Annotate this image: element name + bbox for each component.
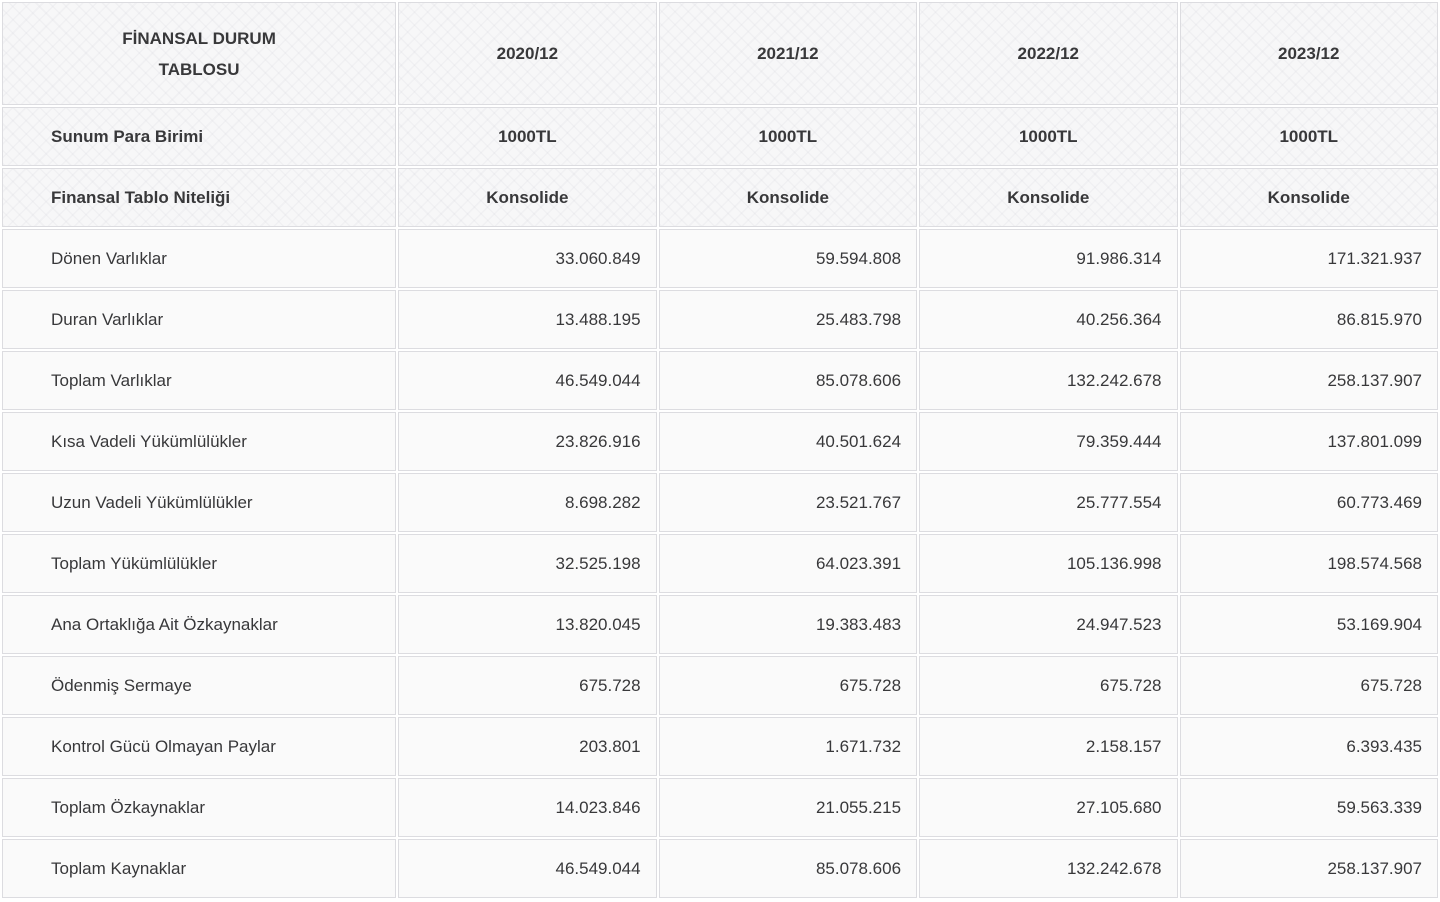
value-cell: 53.169.904 [1180, 595, 1439, 654]
row-label: Ana Ortaklığa Ait Özkaynaklar [2, 595, 396, 654]
value-cell: 258.137.907 [1180, 351, 1439, 410]
value-cell: 59.594.808 [659, 229, 917, 288]
value-cell: 79.359.444 [919, 412, 1177, 471]
currency-value: 1000TL [919, 107, 1177, 166]
value-cell: 33.060.849 [398, 229, 656, 288]
row-label: Toplam Özkaynaklar [2, 778, 396, 837]
value-cell: 23.826.916 [398, 412, 656, 471]
value-cell: 1.671.732 [659, 717, 917, 776]
currency-value: 1000TL [659, 107, 917, 166]
value-cell: 171.321.937 [1180, 229, 1439, 288]
table-title-cell [2, 2, 396, 105]
period-header-2021: 2021/12 [659, 2, 917, 105]
value-cell: 675.728 [1180, 656, 1439, 715]
value-cell: 86.815.970 [1180, 290, 1439, 349]
table-row [2, 717, 1438, 776]
value-cell: 137.801.099 [1180, 412, 1439, 471]
value-cell: 64.023.391 [659, 534, 917, 593]
value-cell: 32.525.198 [398, 534, 656, 593]
table-row [2, 290, 1438, 349]
value-cell: 2.158.157 [919, 717, 1177, 776]
table-row [2, 778, 1438, 837]
value-cell: 132.242.678 [919, 839, 1177, 898]
table-row [2, 534, 1438, 593]
value-cell: 60.773.469 [1180, 473, 1439, 532]
row-label: Toplam Yükümlülükler [2, 534, 396, 593]
value-cell: 40.501.624 [659, 412, 917, 471]
value-cell: 21.055.215 [659, 778, 917, 837]
statement-nature-label: Finansal Tablo Niteliği [2, 168, 396, 227]
value-cell: 6.393.435 [1180, 717, 1439, 776]
value-cell: 198.574.568 [1180, 534, 1439, 593]
value-cell: 25.483.798 [659, 290, 917, 349]
table-row [2, 595, 1438, 654]
statement-nature-value: Konsolide [919, 168, 1177, 227]
value-cell: 105.136.998 [919, 534, 1177, 593]
value-cell: 46.549.044 [398, 351, 656, 410]
value-cell: 203.801 [398, 717, 656, 776]
row-label: Kontrol Gücü Olmayan Paylar [2, 717, 396, 776]
value-cell: 19.383.483 [659, 595, 917, 654]
table-title-line1: FİNANSAL DURUM [122, 28, 276, 48]
row-label: Kısa Vadeli Yükümlülükler [2, 412, 396, 471]
period-header-2020: 2020/12 [398, 2, 656, 105]
value-cell: 13.820.045 [398, 595, 656, 654]
table-row [2, 656, 1438, 715]
value-cell: 675.728 [398, 656, 656, 715]
row-label: Dönen Varlıklar [2, 229, 396, 288]
value-cell: 132.242.678 [919, 351, 1177, 410]
value-cell: 8.698.282 [398, 473, 656, 532]
value-cell: 675.728 [919, 656, 1177, 715]
value-cell: 85.078.606 [659, 351, 917, 410]
value-cell: 675.728 [659, 656, 917, 715]
table-row [2, 412, 1438, 471]
statement-nature-value: Konsolide [659, 168, 917, 227]
table-row [2, 839, 1438, 898]
row-label: Toplam Varlıklar [2, 351, 396, 410]
value-cell: 13.488.195 [398, 290, 656, 349]
table-title-line2: TABLOSU [158, 59, 240, 79]
row-label: Duran Varlıklar [2, 290, 396, 349]
statement-nature-value: Konsolide [1180, 168, 1439, 227]
currency-row [2, 107, 1438, 166]
value-cell: 27.105.680 [919, 778, 1177, 837]
statement-nature-value: Konsolide [398, 168, 656, 227]
row-label: Toplam Kaynaklar [2, 839, 396, 898]
value-cell: 258.137.907 [1180, 839, 1439, 898]
value-cell: 46.549.044 [398, 839, 656, 898]
value-cell: 25.777.554 [919, 473, 1177, 532]
value-cell: 24.947.523 [919, 595, 1177, 654]
value-cell: 23.521.767 [659, 473, 917, 532]
table-header-row [2, 2, 1438, 105]
currency-value: 1000TL [1180, 107, 1439, 166]
value-cell: 14.023.846 [398, 778, 656, 837]
value-cell: 40.256.364 [919, 290, 1177, 349]
period-header-2022: 2022/12 [919, 2, 1177, 105]
currency-value: 1000TL [398, 107, 656, 166]
statement-nature-row [2, 168, 1438, 227]
value-cell: 85.078.606 [659, 839, 917, 898]
row-label: Ödenmiş Sermaye [2, 656, 396, 715]
table-row [2, 473, 1438, 532]
value-cell: 59.563.339 [1180, 778, 1439, 837]
table-row [2, 229, 1438, 288]
period-header-2023: 2023/12 [1180, 2, 1439, 105]
table-row [2, 351, 1438, 410]
row-label: Uzun Vadeli Yükümlülükler [2, 473, 396, 532]
value-cell: 91.986.314 [919, 229, 1177, 288]
currency-row-label: Sunum Para Birimi [2, 107, 396, 166]
